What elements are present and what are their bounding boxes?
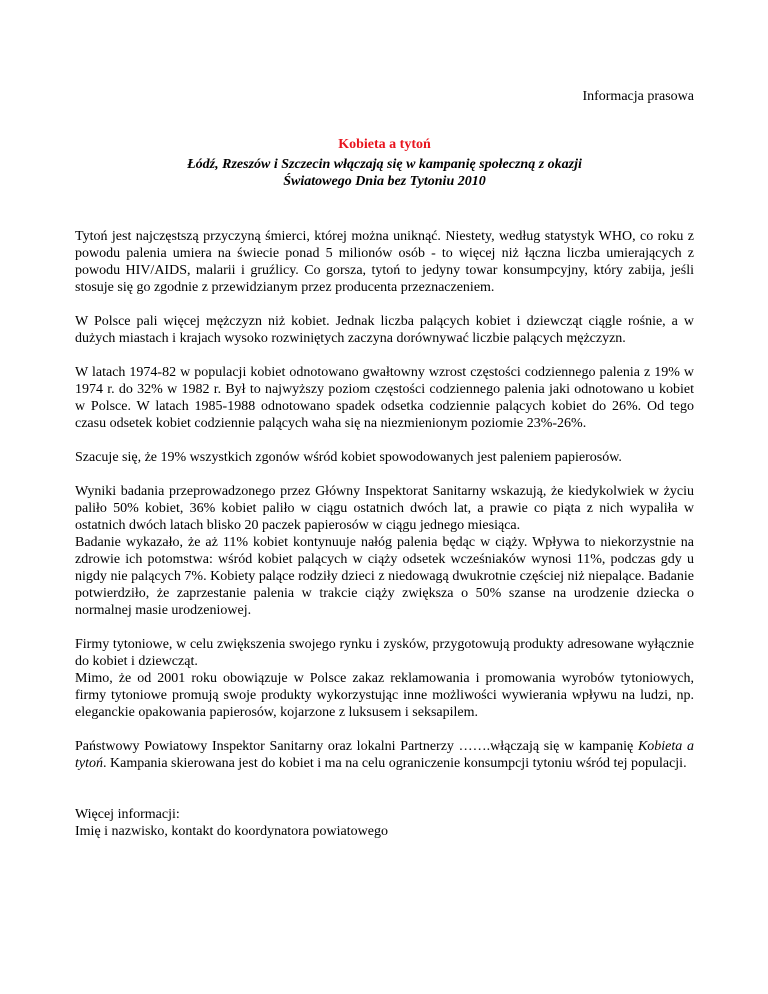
paragraph-campaign <box>75 738 694 772</box>
paragraph-gis-study-part-1: Wyniki badania przeprowadzonego przez Główny Inspektorat Sanitarny wskazują, że kiedykolwiek w życiu paliło 50% kobiet, 36% kobiet paliło w ciągu ostatnich dwóch lat, a prawie co piąta z nich wypaliła w ostatnich dwóch latach blisko 20 paczek papierosów w ciągu jednego miesiąca. <box>75 484 694 533</box>
document-title: Kobieta a tytoń <box>338 137 431 152</box>
campaign-text-before: Państwowy Powiatowy Inspektor Sanitarny oraz lokalni Partnerzy …….włączają się w kampanię <box>75 739 638 754</box>
contact-detail: Imię i nazwisko, kontakt do koordynatora powiatowego <box>75 824 388 839</box>
subtitle-line-2: Światowego Dnia bez Tytoniu 2010 <box>283 174 486 189</box>
paragraph-deaths-estimate: Szacuje się, że 19% wszystkich zgonów wśród kobiet spowodowanych jest paleniem papierosów. <box>75 450 622 465</box>
document-subtitle <box>75 156 694 190</box>
subtitle-line-1: Łódź, Rzeszów i Szczecin włączają się w kampanię społeczną z okazji <box>187 157 582 172</box>
paragraph-tobacco-companies-part-1: Firmy tytoniowe, w celu zwiększenia swojego rynku i zysków, przygotowują produkty adresowane wyłącznie do kobiet i dziewcząt. <box>75 637 694 669</box>
document-body <box>75 228 694 857</box>
contact-section <box>75 806 694 840</box>
contact-heading: Więcej informacji: <box>75 807 180 822</box>
campaign-text-after: . Kampania skierowana jest do kobiet i ma na celu ograniczenie konsumpcji tytoniu wśród tej populacji. <box>103 756 687 771</box>
campaign-name: Kobieta a tytoń <box>75 739 694 771</box>
paragraph-gis-study <box>75 483 694 619</box>
paragraph-smokers-poland: W Polsce pali więcej mężczyzn niż kobiet. Jednak liczba palących kobiet i dziewcząt ciągle rośnie, a w dużych miastach i krajach wysoko rozwiniętych zaczyna dorównywać liczbie palących mężczyzn. <box>75 314 694 346</box>
paragraph-smoking-trends: W latach 1974-82 w populacji kobiet odnotowano gwałtowny wzrost częstości codziennego palenia z 19% w 1974 r. do 32% w 1982 r. Był to najwyższy poziom częstości codziennego palenia jaki odnotowano u kobiet w Polsce. W latach 1985-1988 odnotowano spadek odsetka codziennie palących kobiet do 26%. Od tego czasu odsetek kobiet codziennie palących waha się na niezmienionym poziomie 23%-26%. <box>75 365 694 431</box>
paragraph-gis-study-part-2: Badanie wykazało, że aż 11% kobiet kontynuuje nałóg palenia będąc w ciąży. Wpływa to niekorzystnie na zdrowie ich potomstwa: wśród kobiet palących w ciąży odsetek wcześniaków wynosi 11%, podczas gdy u nigdy nie palących 7%. Kobiety palące rodziły dzieci z niedowagą dwukrotnie częściej niż niepalące. Badanie potwierdziło, że zaprzestanie palenia w trakcie ciąży zwiększa o 50% szanse na urodzenie dziecka o normalnej masie urodzeniowej. <box>75 535 694 618</box>
paragraph-tobacco-deaths: Tytoń jest najczęstszą przyczyną śmierci, której można uniknąć. Niestety, według statystyk WHO, co roku z powodu palenia umiera na świecie ponad 5 milionów osób - to więcej niż łączna liczba umierających z powodu HIV/AIDS, malarii i gruźlicy. Co gorsza, tytoń to jedyny towar konsumpcyjny, który zabija, jeśli stosuje się go zgodnie z przewidzianym przez producenta przeznaczeniem. <box>75 229 694 295</box>
paragraph-tobacco-companies <box>75 636 694 721</box>
paragraph-tobacco-companies-part-2: Mimo, że od 2001 roku obowiązuje w Polsce zakaz reklamowania i promowania wyrobów tytoniowych, firmy tytoniowe promują swoje produkty wykorzystując inne możliwości wywierania wpływu na ludzi, np. eleganckie opakowania papierosów, kojarzone z luksusem i seksapilem. <box>75 671 694 720</box>
press-release-label: Informacja prasowa <box>582 89 694 104</box>
